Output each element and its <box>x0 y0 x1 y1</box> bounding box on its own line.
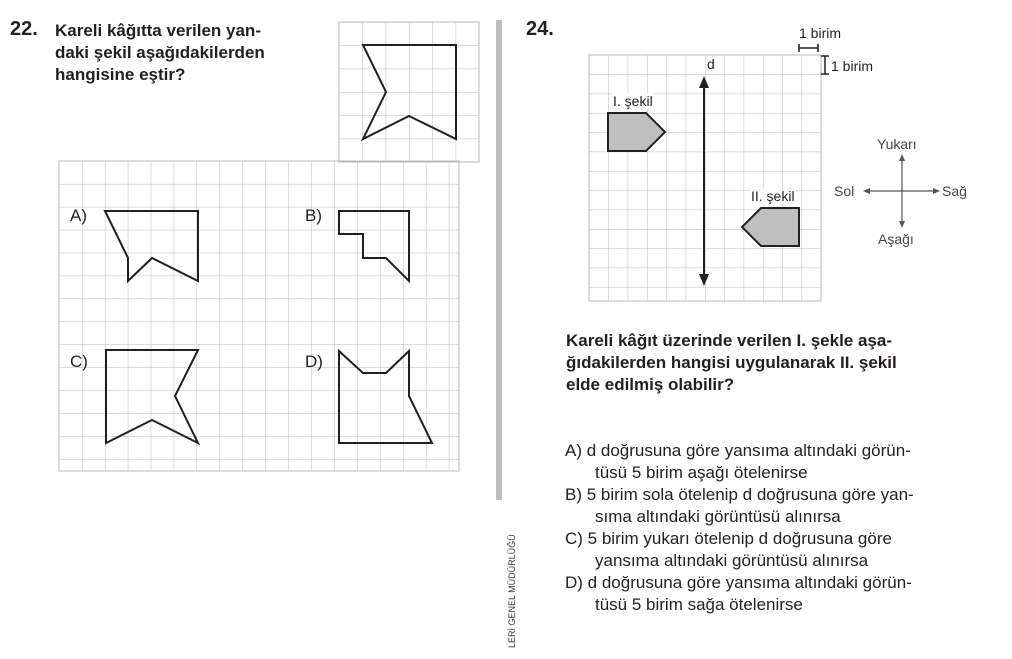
q22-reference-grid <box>339 22 479 162</box>
answer-a-line-1: A) d doğrusuna göre yansıma altındaki görün- <box>565 441 911 460</box>
line-d-label: d <box>707 56 715 72</box>
q24-grid <box>589 55 821 301</box>
answer-c-line-2: yansıma altındaki görüntüsü alınırsa <box>595 551 869 570</box>
option-b-label: B) <box>305 206 322 225</box>
answer-d-line-1: D) d doğrusuna göre yansıma altındaki görün- <box>565 573 912 592</box>
answer-options <box>565 440 1005 616</box>
compass-down-label: Aşağı <box>878 231 914 247</box>
compass-right-label: Sağ <box>942 183 967 199</box>
margin-text: LERİ GENEL MÜDÜRLÜĞÜ <box>507 534 517 648</box>
option-c-label: C) <box>70 352 88 371</box>
compass-left-label: Sol <box>834 183 855 199</box>
question-22-line-1: Kareli kâğıtta verilen yan- <box>55 21 261 40</box>
compass-icon <box>863 154 940 228</box>
question-24-line-1: Kareli kâğıt üzerinde verilen I. şekle aşa- <box>566 331 892 350</box>
answer-b-line-2: sıma altındaki görüntüsü alınırsa <box>595 507 841 526</box>
question-24-line-2: ğıdakilerden hangisi uygulanarak II. şekil <box>566 353 897 372</box>
question-22-line-2: daki şekil aşağıdakilerden <box>55 43 265 62</box>
shape-2-label: II. şekil <box>751 188 795 204</box>
unit-vertical-label: 1 birim <box>831 58 874 74</box>
question-24-number: 24. <box>526 18 554 40</box>
question-22-line-3: hangisine eştir? <box>55 65 186 84</box>
answer-b-line-1: B) 5 birim sola ötelenip d doğrusuna göre yan- <box>565 485 914 504</box>
column-divider <box>496 20 502 500</box>
q22-options-grid <box>59 161 459 471</box>
question-24-text <box>566 330 897 396</box>
option-a-label: A) <box>70 206 87 225</box>
question-24-line-3: elde edilmiş olabilir? <box>566 375 735 394</box>
question-22-number: 22. <box>10 18 38 40</box>
compass-up-label: Yukarı <box>877 136 917 152</box>
answer-a-line-2: tüsü 5 birim aşağı ötelenirse <box>595 463 808 482</box>
shape-1-label: I. şekil <box>613 93 653 109</box>
unit-horizontal-label: 1 birim <box>799 25 842 41</box>
answer-d-line-2: tüsü 5 birim sağa ötelenirse <box>595 595 803 614</box>
option-d-label: D) <box>305 352 323 371</box>
answer-c-line-1: C) 5 birim yukarı ötelenip d doğrusuna göre <box>565 529 892 548</box>
